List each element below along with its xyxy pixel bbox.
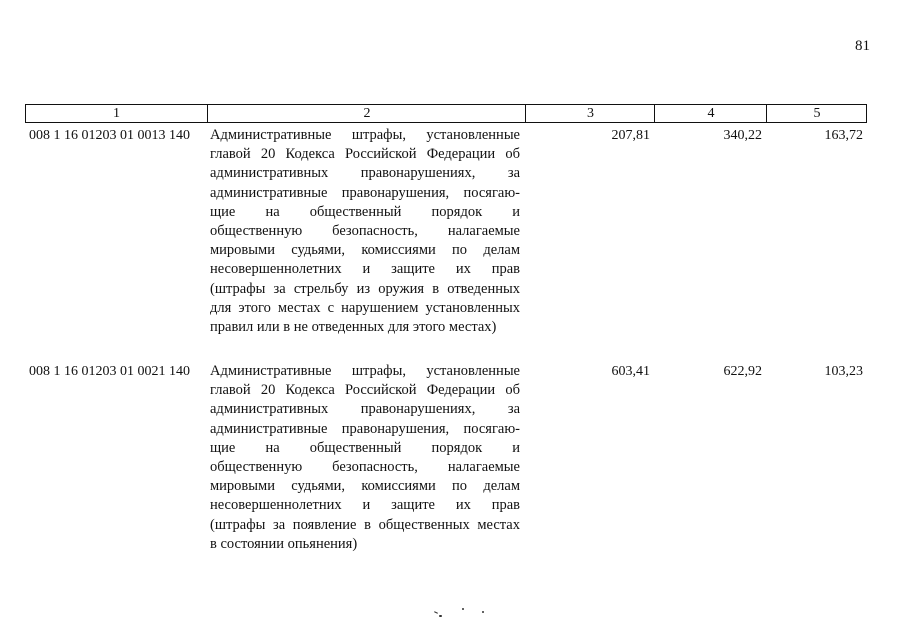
description-line: правил или в не отведенных для этого местах)	[210, 318, 497, 335]
description-line: административные правонарушения, посягаю-	[210, 184, 520, 201]
value-col5: 163,72	[824, 128, 863, 143]
page-number: 81	[855, 38, 870, 54]
description-line: административные правонарушения, посягаю-	[210, 420, 520, 437]
revenue-code: 008 1 16 01203 01 0021 140	[29, 364, 190, 379]
description-line: административных правонарушениях, за	[210, 165, 520, 182]
description-line: для этого местах с нарушением установленных	[210, 299, 520, 316]
column-header: 2	[207, 105, 526, 122]
value-col4: 340,22	[723, 128, 762, 143]
description-line: административных правонарушениях, за	[210, 401, 520, 418]
description-line: главой 20 Кодекса Российской Федерации об	[210, 146, 520, 163]
value-col3: 207,81	[611, 128, 650, 143]
description-line: Административные штрафы, установленные	[210, 363, 520, 379]
column-header: 4	[654, 105, 767, 122]
row-description	[210, 126, 520, 337]
description-line: щие на общественный порядок и	[210, 439, 520, 456]
description-line: несовершеннолетних и защите их прав	[210, 261, 520, 278]
description-line: мировыми судьями, комиссиями по делам	[210, 478, 520, 495]
description-line: щие на общественный порядок и	[210, 203, 520, 220]
description-line: в состоянии опьянения)	[210, 535, 358, 552]
column-header: 1	[113, 106, 120, 121]
description-line: (штрафы за появление в общественных местах	[210, 516, 520, 533]
description-line: главой 20 Кодекса Российской Федерации об	[210, 382, 520, 399]
row-description	[210, 362, 520, 554]
budget-table	[25, 104, 867, 552]
description-line: общественную безопасность, налагаемые	[210, 458, 520, 475]
revenue-code: 008 1 16 01203 01 0013 140	[29, 128, 190, 143]
table-header	[25, 104, 867, 123]
column-header: 3	[525, 105, 655, 122]
description-line: (штрафы за стрельбу из оружия в отведенных	[210, 280, 520, 297]
scan-artifacts	[430, 608, 490, 638]
description-line: Административные штрафы, установленные	[210, 127, 520, 143]
description-line: мировыми судьями, комиссиями по делам	[210, 242, 520, 259]
description-line: общественную безопасность, налагаемые	[210, 222, 520, 239]
value-col5: 103,23	[824, 364, 863, 379]
value-col4: 622,92	[723, 364, 762, 379]
column-header: 5	[766, 105, 867, 122]
description-line: несовершеннолетних и защите их прав	[210, 497, 520, 514]
value-col3: 603,41	[611, 364, 650, 379]
